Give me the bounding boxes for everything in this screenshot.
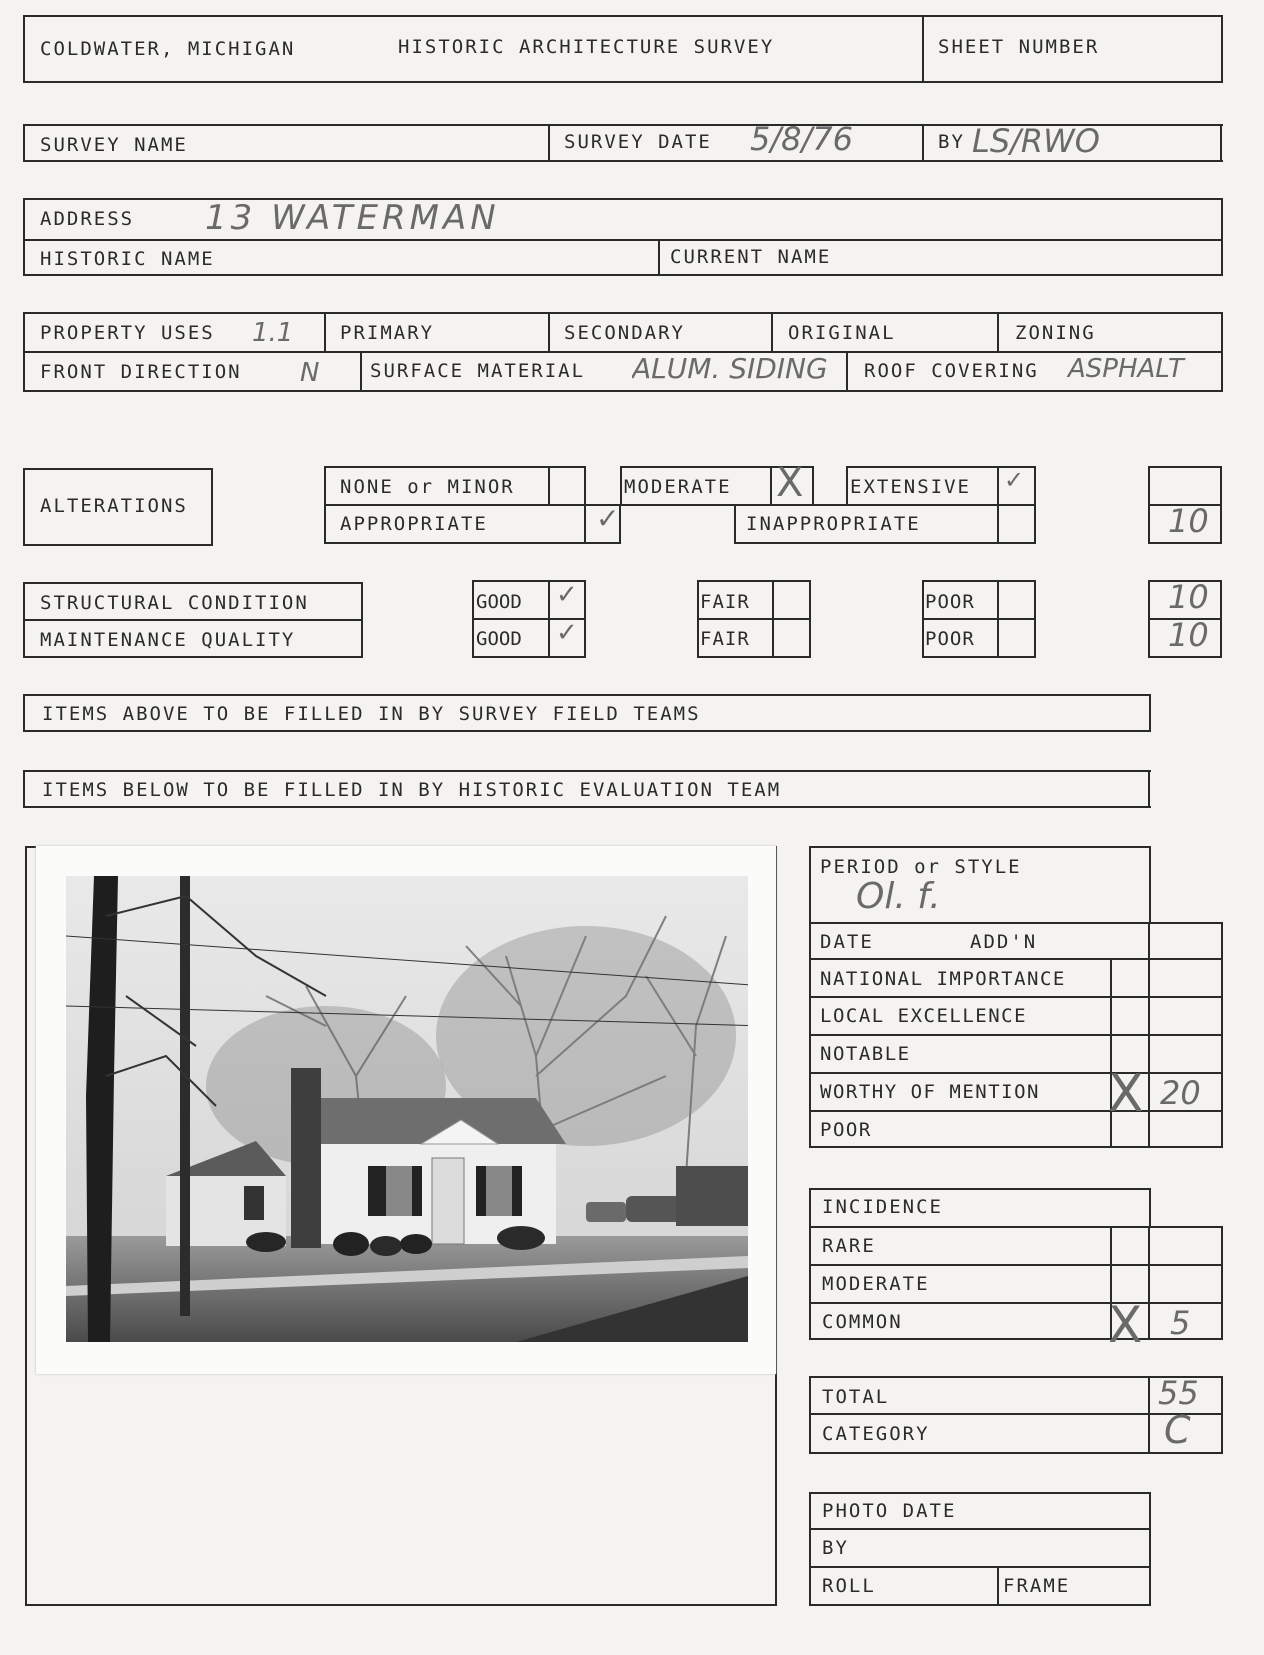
period-style-value: Ol. f.	[856, 876, 941, 917]
sheet-number-label: SHEET NUMBER	[938, 36, 1100, 58]
period-style-label: PERIOD or STYLE	[820, 856, 1022, 878]
incidence-col-2	[1148, 1226, 1150, 1340]
appropriate-divider	[584, 504, 586, 544]
national-importance-label: NATIONAL IMPORTANCE	[820, 968, 1066, 990]
eval-poor-label: POOR	[820, 1119, 872, 1141]
incidence-row-2	[809, 1302, 1223, 1304]
survey-by-value: LS/RWO	[972, 122, 1100, 160]
good-col-divider	[548, 580, 550, 658]
worthy-score: 20	[1160, 1074, 1201, 1112]
category-value: C	[1164, 1408, 1191, 1452]
poor-col-divider	[997, 580, 999, 658]
survey-end-tick	[1220, 124, 1222, 162]
property-uses-label: PROPERTY USES	[40, 322, 215, 344]
incidence-moderate-label: MODERATE	[822, 1273, 930, 1295]
property-uses-value: 1.1	[252, 318, 294, 348]
worthy-mark: X	[1108, 1064, 1144, 1124]
moderate-divider	[770, 466, 772, 506]
structural-good-label: GOOD	[476, 591, 522, 613]
structural-poor-label: POOR	[925, 591, 975, 613]
structural-fair-label: FAIR	[700, 591, 750, 613]
maintenance-score: 10	[1168, 616, 1209, 654]
inappropriate-divider	[997, 504, 999, 544]
property-col-1	[324, 312, 326, 352]
poor-row-divider	[922, 618, 1036, 620]
city-label: COLDWATER, MICHIGAN	[40, 38, 296, 60]
property-divider	[23, 351, 1223, 353]
photo-info-row-2	[809, 1566, 1151, 1568]
property-col-6	[846, 351, 848, 392]
total-value: 55	[1158, 1374, 1199, 1412]
original-label: ORIGINAL	[788, 322, 896, 344]
secondary-label: SECONDARY	[564, 322, 685, 344]
appropriate-label: APPROPRIATE	[340, 513, 488, 535]
address-value: 13 WATERMAN	[205, 198, 500, 238]
moderate-label: MODERATE	[624, 476, 732, 498]
extensive-divider	[997, 466, 999, 506]
surface-material-label: SURFACE MATERIAL	[370, 360, 586, 382]
property-col-3	[771, 312, 773, 352]
name-divider	[658, 239, 660, 276]
totals-divider	[809, 1413, 1223, 1415]
survey-name-label: SURVEY NAME	[40, 134, 188, 156]
items-below-text: ITEMS BELOW TO BE FILLED IN BY HISTORIC EVALUATION TEAM	[42, 779, 782, 801]
rare-label: RARE	[822, 1235, 876, 1257]
fair-row-divider	[697, 618, 811, 620]
items-above-text: ITEMS ABOVE TO BE FILLED IN BY SURVEY FIELD TEAMS	[42, 703, 701, 725]
survey-divider-1	[548, 124, 550, 162]
eval-date-label: DATE	[820, 931, 874, 953]
house-photo-image	[66, 876, 748, 1342]
inappropriate-label: INAPPROPRIATE	[746, 513, 921, 535]
survey-date-value: 5/8/76	[750, 120, 853, 158]
photo-date-label: PHOTO DATE	[822, 1500, 957, 1522]
incidence-label: INCIDENCE	[822, 1196, 943, 1218]
eval-addn-label: ADD'N	[970, 931, 1038, 953]
none-minor-divider	[548, 466, 550, 506]
worthy-of-mention-label: WORTHY OF MENTION	[820, 1081, 1040, 1103]
roof-covering-value: ASPHALT	[1068, 354, 1184, 384]
eval-row-1	[809, 958, 1223, 960]
property-col-2	[548, 312, 550, 352]
survey-divider-2	[922, 124, 924, 162]
header-divider	[922, 15, 924, 83]
roof-covering-label: ROOF COVERING	[864, 360, 1039, 382]
category-label: CATEGORY	[822, 1423, 930, 1445]
structural-good-mark: ✓	[556, 580, 578, 610]
zoning-label: ZONING	[1015, 322, 1096, 344]
address-divider	[23, 239, 1223, 241]
condition-divider	[23, 619, 363, 621]
fair-col-divider	[772, 580, 774, 658]
common-label: COMMON	[822, 1311, 903, 1333]
photo-info-row-1	[809, 1528, 1151, 1530]
alterations-label: ALTERATIONS	[40, 495, 188, 517]
property-col-4	[997, 312, 999, 352]
extensive-mark: ✓	[1004, 466, 1025, 494]
alterations-score: 10	[1168, 502, 1209, 540]
survey-title: HISTORIC ARCHITECTURE SURVEY	[398, 36, 775, 58]
maintenance-good-label: GOOD	[476, 628, 522, 650]
address-label: ADDRESS	[40, 208, 135, 230]
items-below-tick	[1148, 770, 1150, 808]
total-label: TOTAL	[822, 1386, 890, 1408]
front-direction-value: N	[300, 358, 320, 388]
survey-date-label: SURVEY DATE	[564, 131, 712, 153]
property-col-5	[360, 351, 362, 392]
maintenance-good-mark: ✓	[556, 618, 578, 648]
front-direction-label: FRONT DIRECTION	[40, 361, 242, 383]
common-mark: X	[1108, 1296, 1143, 1354]
notable-label: NOTABLE	[820, 1043, 911, 1065]
date-addn-right	[1148, 922, 1150, 960]
roll-label: ROLL	[822, 1575, 876, 1597]
photo-by-label: BY	[822, 1537, 849, 1559]
surface-material-value: ALUM. SIDING	[632, 352, 828, 385]
maintenance-poor-label: POOR	[925, 628, 975, 650]
moderate-mark: X	[776, 460, 804, 506]
roll-frame-divider	[997, 1566, 999, 1606]
frame-label: FRAME	[1003, 1575, 1071, 1597]
none-minor-label: NONE or MINOR	[340, 476, 515, 498]
primary-label: PRIMARY	[340, 322, 435, 344]
house-photo	[36, 846, 776, 1374]
eval-row-2	[809, 996, 1223, 998]
totals-col	[1148, 1376, 1150, 1454]
historic-name-label: HISTORIC NAME	[40, 248, 215, 270]
survey-by-label: BY	[938, 131, 965, 153]
maintenance-quality-label: MAINTENANCE QUALITY	[40, 629, 296, 651]
current-name-label: CURRENT NAME	[670, 246, 832, 268]
common-score: 5	[1170, 1304, 1191, 1342]
extensive-label: EXTENSIVE	[850, 476, 971, 498]
structural-score: 10	[1168, 578, 1209, 616]
appropriate-mark: ✓	[596, 502, 620, 535]
maintenance-fair-label: FAIR	[700, 628, 750, 650]
structural-condition-label: STRUCTURAL CONDITION	[40, 592, 309, 614]
local-excellence-label: LOCAL EXCELLENCE	[820, 1005, 1028, 1027]
incidence-row-1	[809, 1264, 1223, 1266]
eval-col-2	[1148, 958, 1150, 1148]
eval-row-3	[809, 1034, 1223, 1036]
